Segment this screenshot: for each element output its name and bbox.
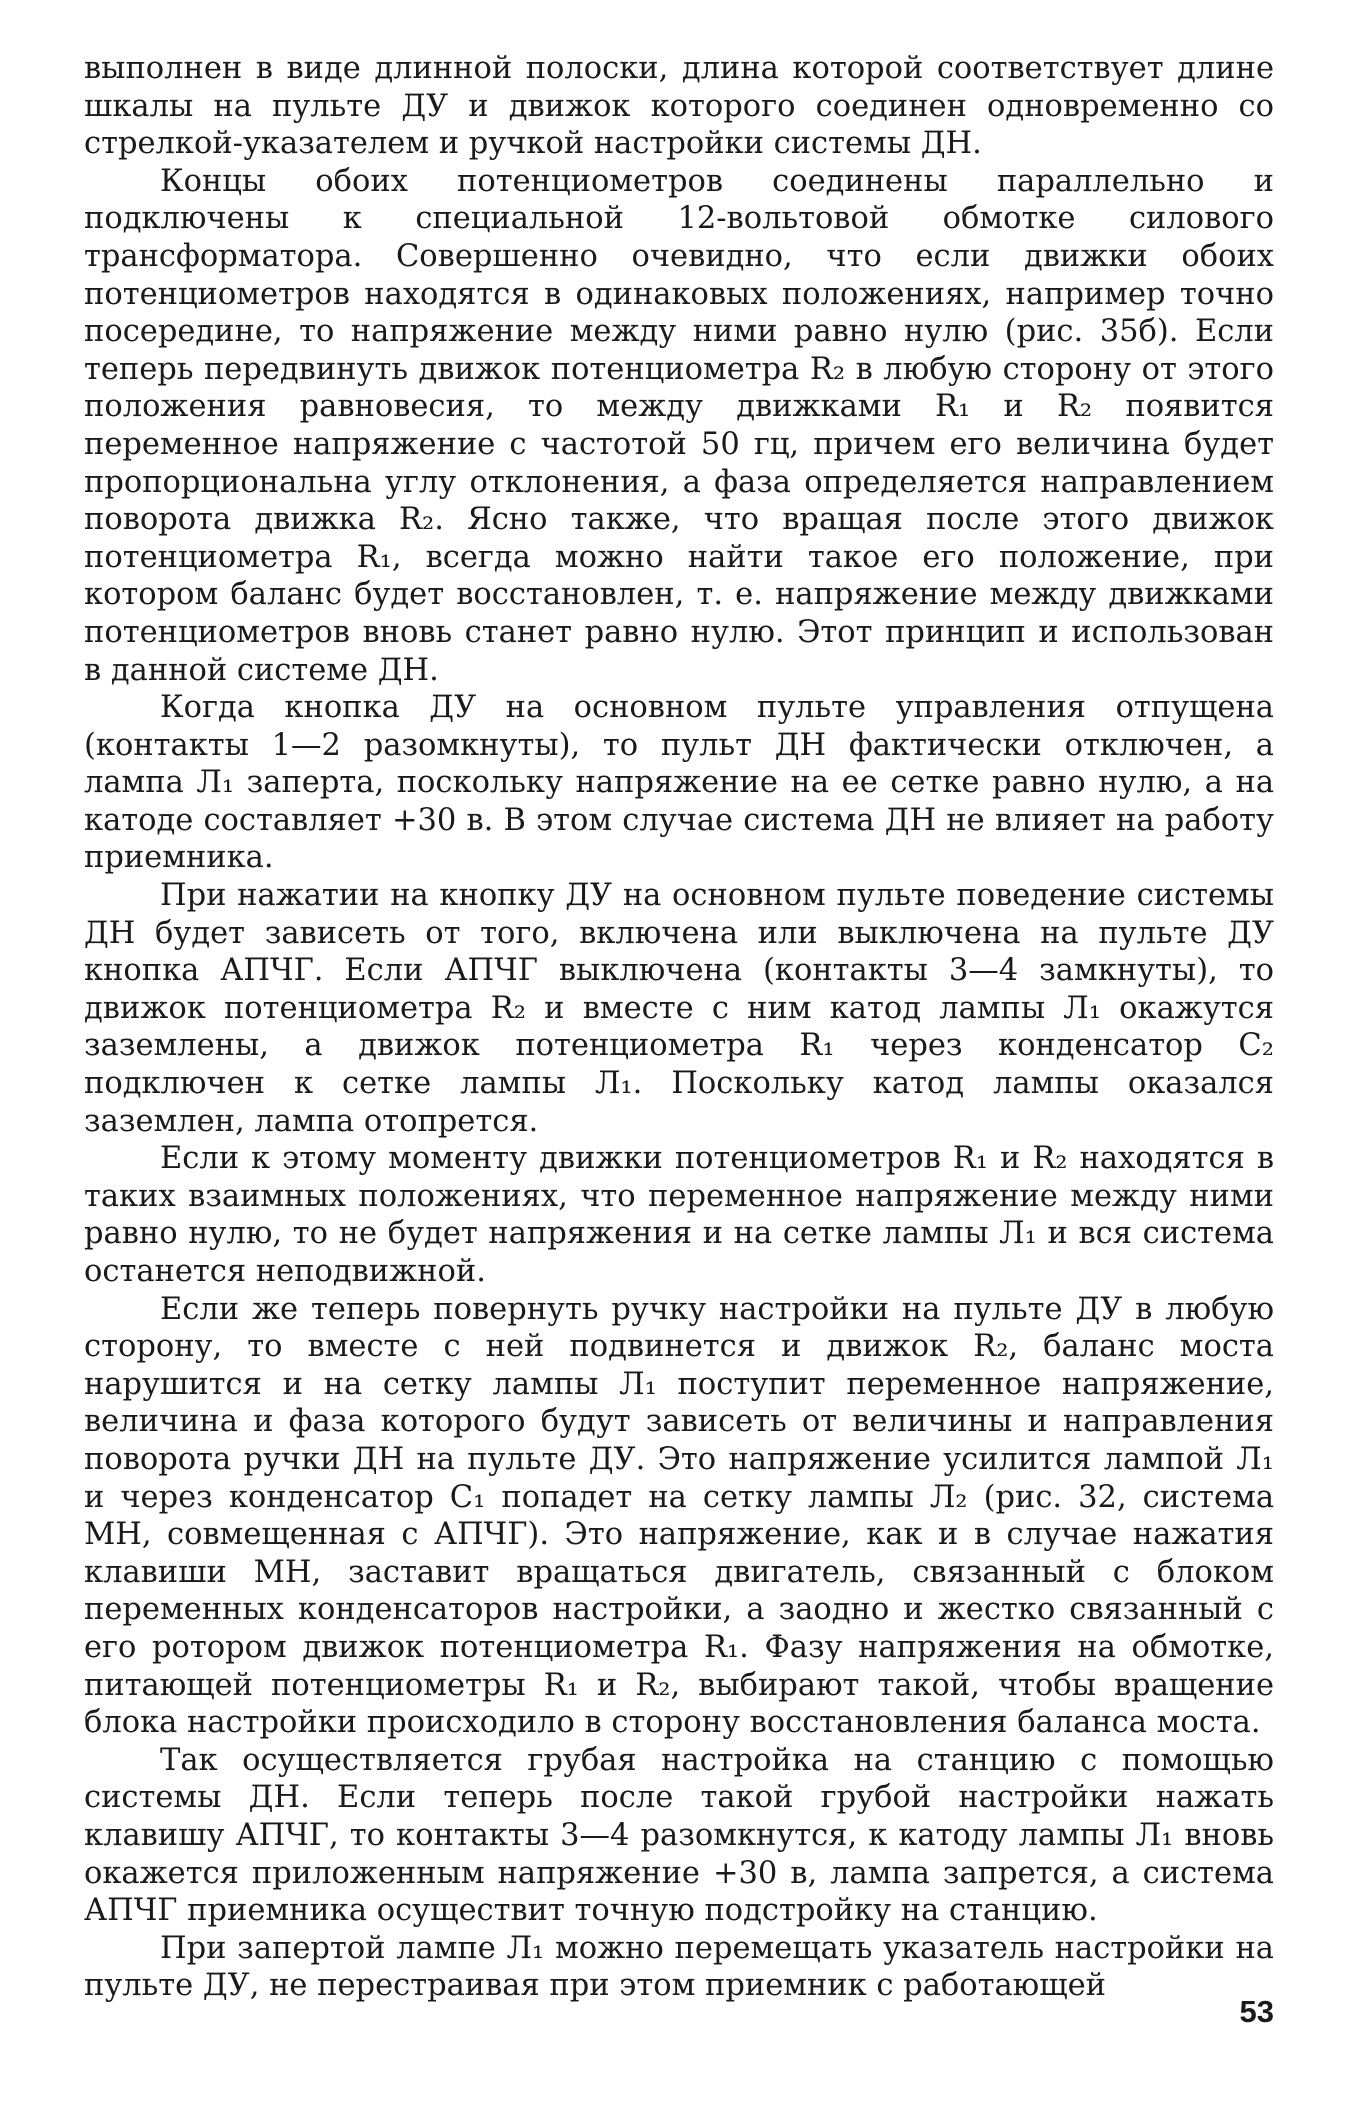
paragraph-2: Концы обоих потенциометров соединены параллельно и подключены к специальной 12-вольтовой обмотке силового трансформатора. Совершенно очевидно, что если движки обоих потенциометров находятся в одинаковых положениях, например точно посередине, то напряжение между ними равно нулю (рис. 35б). Если теперь передвинуть движок потенциометра R₂ в любую сторону от этого положения равновесия, то между движками R₁ и R₂ появится переменное напряжение с частотой 50 гц, причем его величина будет пропорциональна углу отклонения, а фаза определяется направлением поворота движка R₂. Ясно также, что вращая после этого движок потенциометра R₁, всегда можно найти такое его положение, при котором баланс будет восстановлен, т. е. напряжение между движками потенциометров вновь станет равно нулю. Этот принцип и использован в данной системе ДН.	[84, 163, 1274, 688]
page-text	[84, 50, 1274, 2005]
paragraph-6: Если же теперь повернуть ручку настройки на пульте ДУ в любую сторону, то вместе с ней подвинется и движок R₂, баланс моста нарушится и на сетку лампы Л₁ поступит переменное напряжение, величина и фаза которого будут зависеть от величины и направления поворота ручки ДН на пульте ДУ. Это напряжение усилится лампой Л₁ и через конденсатор C₁ попадет на сетку лампы Л₂ (рис. 32, система МН, совмещенная с АПЧГ). Это напряжение, как и в случае нажатия клавиши МН, заставит вращаться двигатель, связанный с блоком переменных конденсаторов настройки, а заодно и жестко связанный с его ротором движок потенциометра R₁. Фазу напряжения на обмотке, питающей потенциометры R₁ и R₂, выбирают такой, чтобы вращение блока настройки происходило в сторону восстановления баланса моста.	[84, 1291, 1274, 1741]
paragraph-8: При запертой лампе Л₁ можно перемещать указатель настройки на пульте ДУ, не перестраивая при этом приемник с работающей	[84, 1930, 1274, 2004]
paragraph-7: Так осуществляется грубая настройка на станцию с помощью системы ДН. Если теперь после такой грубой настройки нажать клавишу АПЧГ, то контакты 3—4 разомкнутся, к катоду лампы Л₁ вновь окажется приложенным напряжение +30 в, лампа запрется, а система АПЧГ приемника осуществит точную подстройку на станцию.	[84, 1742, 1274, 1929]
paragraph-5: Если к этому моменту движки потенциометров R₁ и R₂ находятся в таких взаимных положениях, что переменное напряжение между ними равно нулю, то не будет напряжения и на сетке лампы Л₁ и вся система останется неподвижной.	[84, 1141, 1274, 1289]
paragraph-4: При нажатии на кнопку ДУ на основном пульте поведение системы ДН будет зависеть от того, включена или выключена на пульте ДУ кнопка АПЧГ. Если АПЧГ выключена (контакты 3—4 замкнуты), то движок потенциометра R₂ и вместе с ним катод лампы Л₁ окажутся заземлены, а движок потенциометра R₁ через конденсатор C₂ подключен к сетке лампы Л₁. Поскольку катод лампы оказался заземлен, лампа отопрется.	[84, 878, 1274, 1139]
paragraph-3: Когда кнопка ДУ на основном пульте управления отпущена (контакты 1—2 разомкнуты), то пульт ДН фактически отключен, а лампа Л₁ заперта, поскольку напряжение на ее сетке равно нулю, а на катоде составляет +30 в. В этом случае система ДН не влияет на работу приемника.	[84, 690, 1274, 876]
page-number: 53	[1239, 1994, 1274, 2029]
paragraph-1: выполнен в виде длинной полоски, длина которой соответствует длине шкалы на пульте ДУ и движок которого соединен одновременно со стрелкой-указателем и ручкой настройки системы ДН.	[84, 51, 1274, 162]
